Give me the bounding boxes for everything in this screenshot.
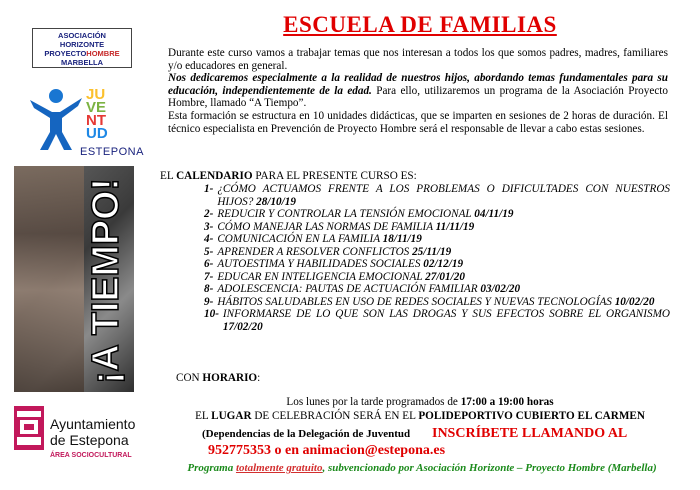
a-tiempo-text: ¡A TIEMPO!	[85, 176, 127, 384]
horario-heading	[176, 372, 260, 384]
calendar-item	[204, 258, 670, 271]
calendar-item-topic: INFORMARSE DE LO QUE SON LAS DROGAS Y SUS EFECTOS SOBRE EL ORGANISMO	[222, 308, 670, 320]
calendar-item-number: 10-	[204, 308, 219, 320]
calendar-item-number: 1-	[204, 183, 214, 195]
juventud-estepona-logo	[28, 86, 144, 166]
signup-call: INSCRÍBETE LLAMANDO AL	[432, 426, 628, 441]
calendar-item-topic: HÁBITOS SALUDABLES EN USO DE REDES SOCIALES Y NUEVAS TECNOLOGÍAS	[217, 295, 612, 308]
juv-letters-4: UD	[86, 125, 108, 142]
program-suffix: , subvencionado por Asociación Horizonte – Proyecto Hombre (Marbella)	[322, 462, 657, 474]
logo-line-1: ASOCIACIÓN	[58, 31, 106, 40]
calendar-item	[204, 233, 670, 246]
intro-paragraph-2-rest: Para ello, utilizaremos un programa de la Asociación Proyecto Hombre, llamado “A Tiempo”.	[168, 84, 668, 110]
schedule-prefix: Los lunes por la tarde programados de	[286, 396, 461, 408]
a-tiempo-vertical-text	[80, 174, 130, 386]
logo-line-2: HORIZONTE	[59, 40, 105, 49]
calendar-item-topic: REDUCIR Y CONTROLAR LA TENSIÓN EMOCIONAL	[217, 208, 472, 220]
municipal-shield-icon	[14, 406, 44, 450]
horario-bold: HORARIO	[202, 372, 258, 384]
calendar-item-number: 8-	[204, 283, 214, 295]
ayuntamiento-sub: ÁREA SOCIOCULTURAL	[50, 452, 132, 459]
calendar-item-text	[217, 283, 670, 296]
calendar-item-number: 9-	[204, 295, 214, 308]
calendar-item-text	[217, 233, 670, 246]
calendar-item-date: 27/01/20	[425, 270, 465, 283]
juv-letters-3: NT	[86, 112, 106, 129]
ayuntamiento-estepona-logo	[14, 404, 154, 474]
calendar-item-text	[217, 258, 670, 271]
venue-mid: DE CELEBRACIÓN SERÁ EN EL	[251, 410, 419, 422]
schedule-line	[160, 396, 680, 408]
calendar-item-date: 04/11/19	[474, 208, 514, 220]
calendar-item-topic: ADOLESCENCIA: PAUTAS DE ACTUACIÓN FAMILIAR	[217, 283, 478, 295]
calendar-item-text	[217, 296, 670, 309]
intro-paragraph-1: Durante este curso vamos a trabajar temas que nos interesan a todos los que somos padres, madres, familiares y/o educadores en general.	[168, 47, 668, 72]
logo-line-4: MARBELLA	[60, 58, 104, 67]
calendar-heading-bold: CALENDARIO	[176, 170, 253, 182]
calendar-list	[204, 183, 670, 333]
contact-line: 952775353 o en animacion@estepona.es	[208, 443, 446, 458]
ayuntamiento-line-1: Ayuntamiento	[50, 416, 136, 432]
calendar-item	[204, 183, 670, 208]
venue-prefix: EL	[195, 410, 212, 422]
calendar-item	[204, 271, 670, 284]
intro-paragraph-3: Esta formación se estructura en 10 unidades didácticas, que se imparten en sesiones de 2 horas de duración. El técnico especialista en Prevención de Proyecto Hombre será el responsable de llevar a cabo estas sesiones.	[168, 109, 668, 135]
page-title: ESCUELA DE FAMILIAS	[283, 12, 557, 37]
calendar-item-text	[217, 246, 670, 259]
asociacion-horizonte-logo	[32, 28, 132, 68]
calendar-item-text	[223, 308, 670, 333]
calendar-item-date: 28/10/19	[256, 195, 296, 208]
calendar-item	[204, 283, 670, 296]
logo-proyecto: PROYECTO	[44, 49, 87, 58]
logo-line-3	[33, 49, 131, 58]
calendar-item-date: 18/11/19	[382, 233, 422, 245]
ayuntamiento-line-2: de Estepona	[50, 432, 129, 448]
calendar-item	[204, 208, 670, 221]
juv-letters-2: VE	[86, 99, 107, 116]
schedule-hours: 17:00 a 19:00 horas	[460, 396, 554, 408]
venue-lugar: LUGAR	[211, 410, 252, 422]
calendar-heading-suffix: PARA EL PRESENTE CURSO ES:	[252, 170, 417, 182]
calendar-item	[204, 296, 670, 309]
calendar-heading	[160, 170, 417, 182]
calendar-item-number: 4-	[204, 233, 214, 245]
a-tiempo-photo	[14, 166, 134, 392]
intro-text	[168, 47, 668, 135]
calendar-item-number: 3-	[204, 220, 214, 233]
calendar-item-date: 03/02/20	[480, 283, 521, 295]
calendar-item-date: 17/02/20	[222, 320, 263, 333]
intro-paragraph-2	[168, 72, 668, 110]
venue-place: POLIDEPORTIVO CUBIERTO EL CARMEN	[418, 410, 645, 422]
calendar-item	[204, 308, 670, 333]
calendar-item-date: 11/11/19	[435, 220, 475, 233]
jumping-figure-icon	[28, 86, 84, 152]
horario-suffix: :	[257, 372, 261, 384]
calendar-item-date: 25/11/19	[412, 245, 452, 258]
calendar-item-topic: ¿CÓMO ACTUAMOS FRENTE A LOS PROBLEMAS O DIFICULTADES CON NUESTROS HIJOS?	[217, 183, 670, 208]
calendar-item-text	[217, 208, 670, 221]
calendar-item-topic: COMUNICACIÓN EN LA FAMILIA	[217, 233, 380, 245]
horario-prefix: CON	[176, 372, 203, 384]
venue-dependencies: (Dependencias de la Delegación de Juventud	[202, 428, 411, 440]
venue-line	[160, 410, 680, 422]
juv-letters-1: JU	[86, 86, 106, 103]
calendar-item-topic: APRENDER A RESOLVER CONFLICTOS	[217, 245, 410, 258]
calendar-item-text	[217, 183, 670, 208]
juventud-letters	[86, 88, 108, 140]
logo-hombre: HOMBRE	[86, 49, 120, 58]
calendar-heading-prefix: EL	[160, 170, 177, 182]
intro-highlight: Nos dedicaremos especialmente a la realidad de nuestros hijos, abordando temas fundamentales para su educación, independientemente de la edad.	[168, 72, 668, 97]
program-free: totalmente gratuito	[235, 462, 323, 474]
program-prefix: Programa	[187, 462, 236, 474]
calendar-item	[204, 246, 670, 259]
calendar-item-date: 10/02/20	[614, 295, 655, 308]
group-photo-people	[14, 166, 84, 392]
calendar-item-text	[217, 221, 670, 234]
calendar-item-topic: CÓMO MANEJAR LAS NORMAS DE FAMILIA	[217, 220, 433, 233]
calendar-item-number: 6-	[204, 258, 214, 270]
program-footer	[152, 462, 692, 474]
calendar-item-number: 2-	[204, 208, 214, 220]
juventud-caption: ESTEPONA	[80, 146, 144, 158]
calendar-item-text	[217, 271, 670, 284]
ayuntamiento-name	[50, 416, 135, 448]
calendar-item-number: 7-	[204, 270, 214, 283]
calendar-item-number: 5-	[204, 245, 214, 258]
calendar-item-topic: EDUCAR EN INTELIGENCIA EMOCIONAL	[217, 270, 423, 283]
calendar-item-date: 02/12/19	[423, 258, 464, 270]
calendar-item-topic: AUTOESTIMA Y HABILIDADES SOCIALES	[217, 258, 421, 270]
calendar-item	[204, 221, 670, 234]
